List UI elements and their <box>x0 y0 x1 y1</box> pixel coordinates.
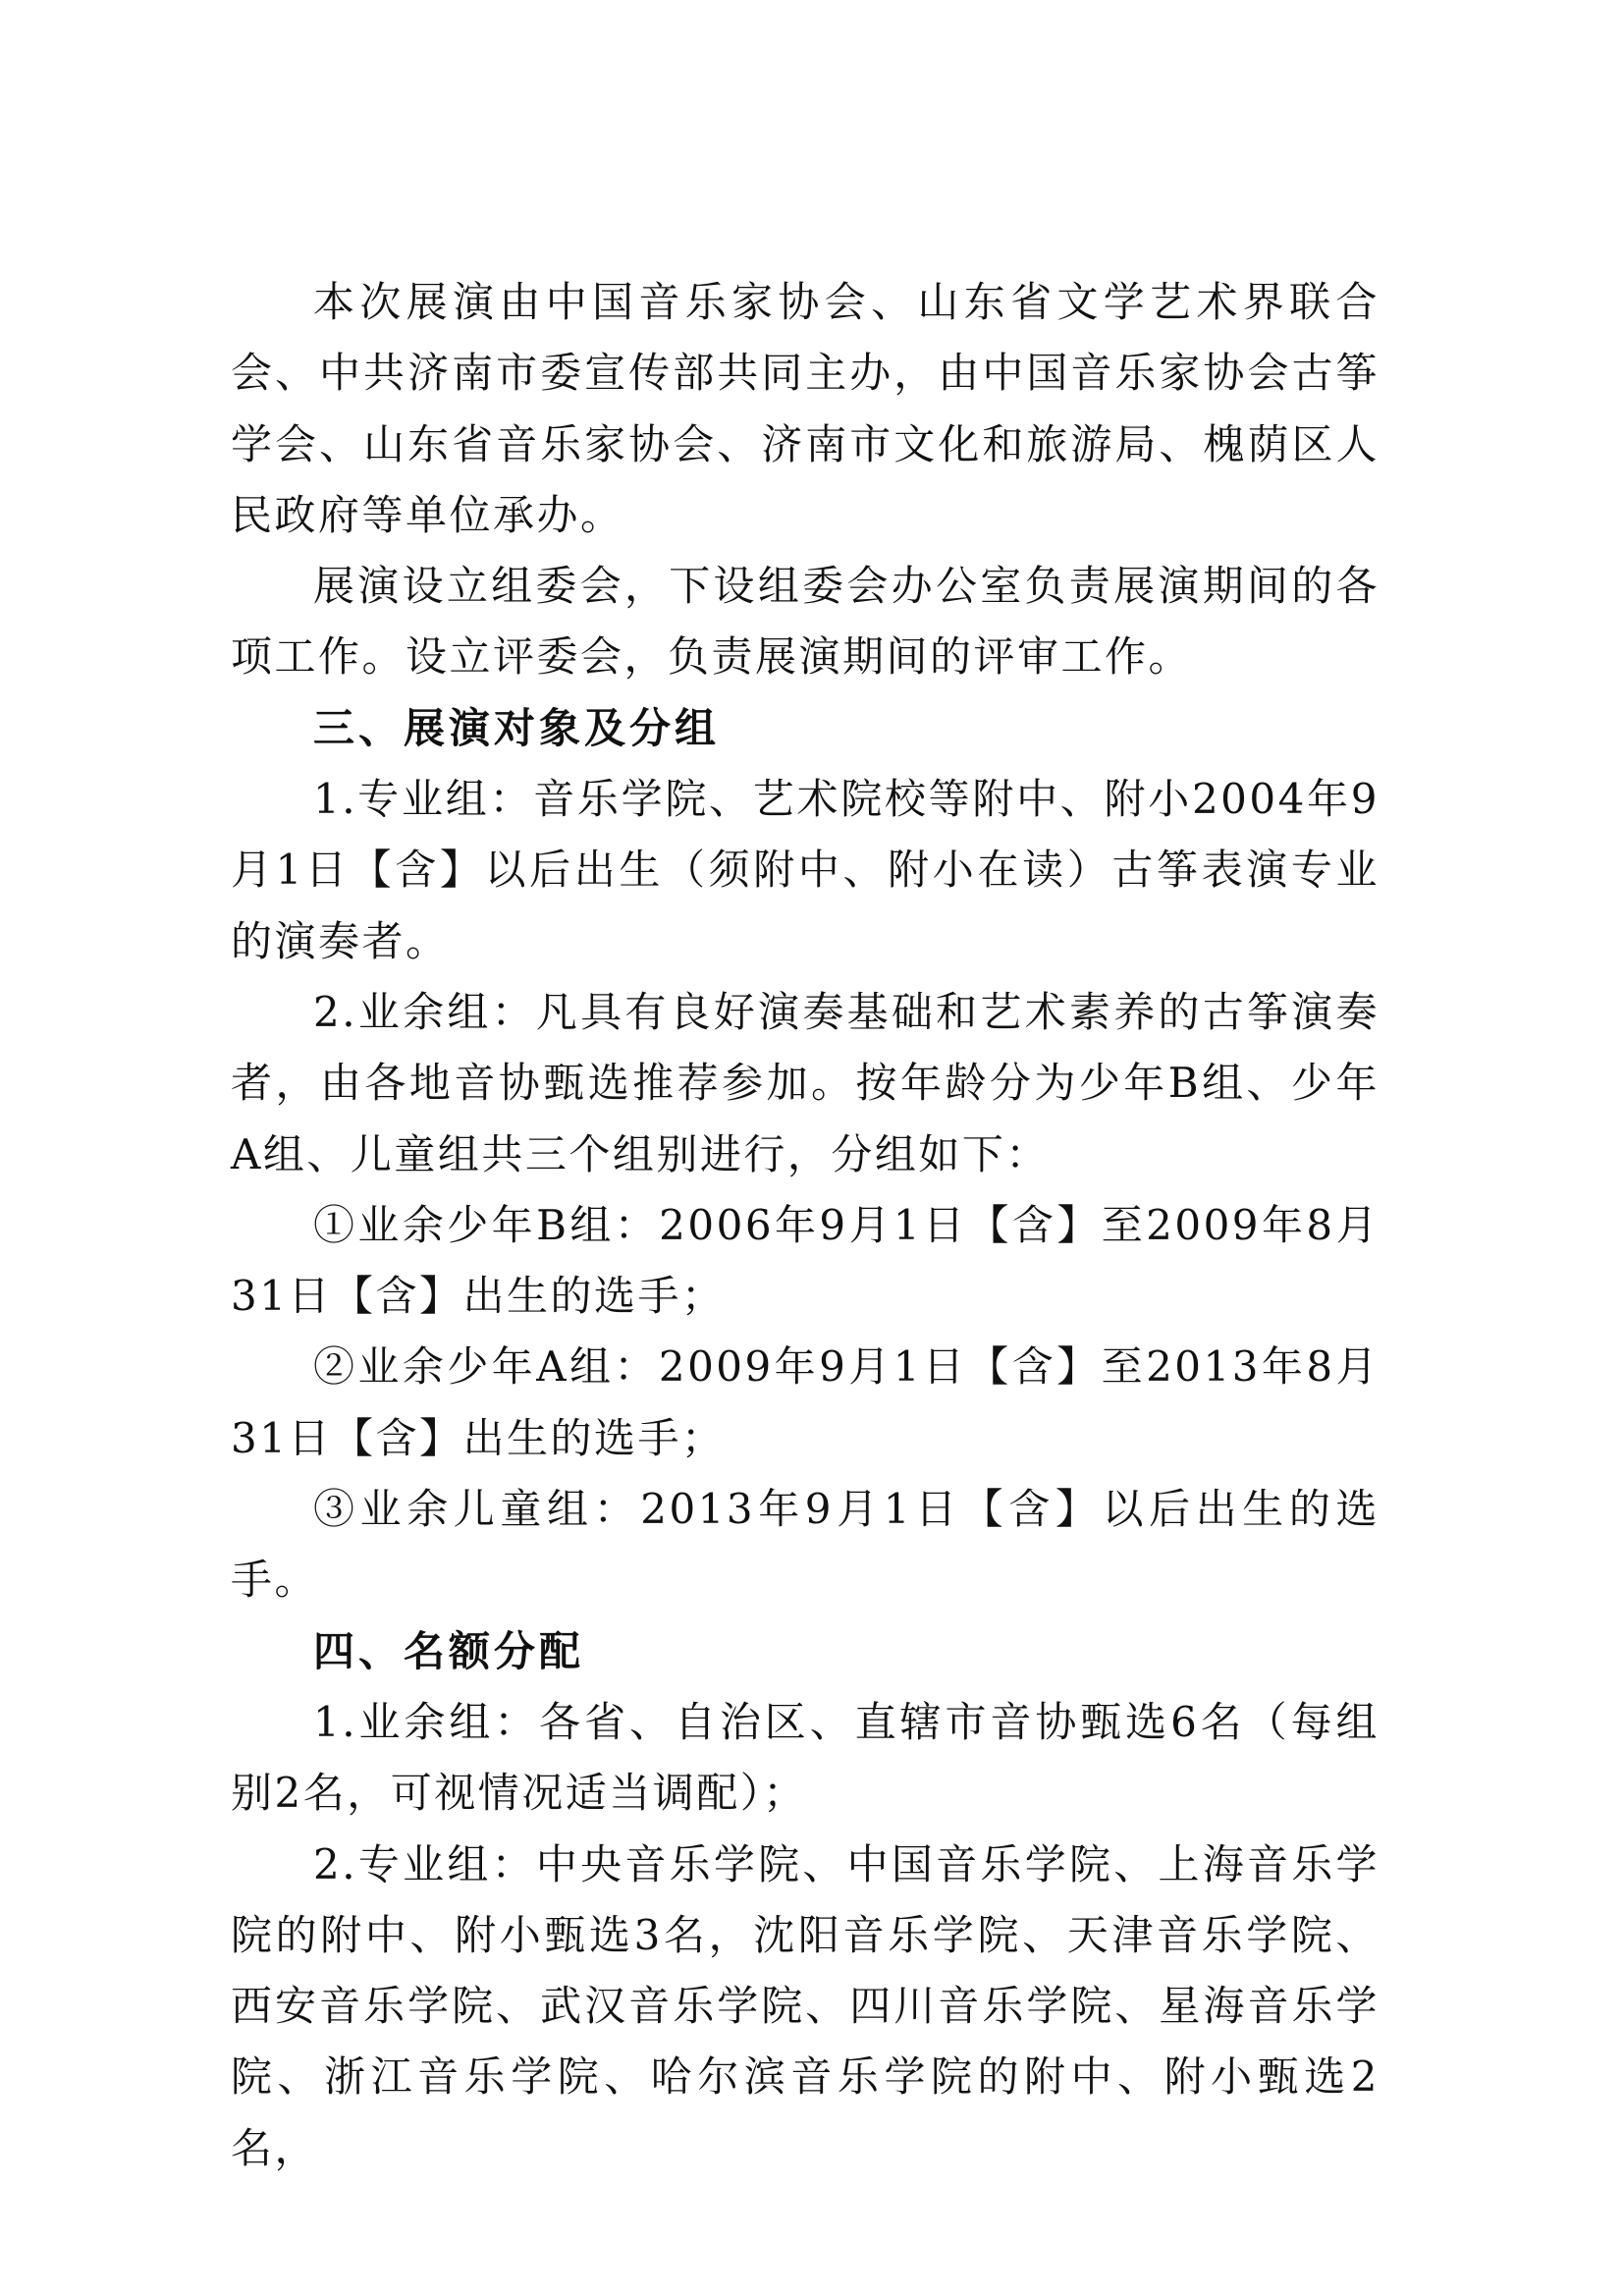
paragraph-committee: 展演设立组委会，下设组委会办公室负责展演期间的各项工作。设立评委会，负责展演期间的评审工作。 <box>231 562 1380 682</box>
paragraph-organizers: 本次展演由中国音乐家协会、山东省文学艺术界联合会、中共济南市委宣传部共同主办，由中国音乐家协会古筝学会、山东省音乐家协会、济南市文化和旅游局、槐荫区人民政府等单位承办。 <box>231 278 1380 539</box>
paragraph-quota-amateur: 1.业余组：各省、自治区、直辖市音协甄选6名（每组别2名，可视情况适当调配）； <box>231 1697 1380 1818</box>
paragraph-professional-group: 1.专业组：音乐学院、艺术院校等附中、附小2004年9月1日【含】以后出生（须附中、附小在读）古筝表演专业的演奏者。 <box>231 775 1380 965</box>
paragraph-amateur-teen-a: ②业余少年A组：2009年9月1日【含】至2013年8月31日【含】出生的选手； <box>231 1342 1380 1462</box>
paragraph-amateur-children: ③业余儿童组：2013年9月1日【含】以后出生的选手。 <box>231 1485 1380 1605</box>
section-heading-quota: 四、名额分配 <box>313 1626 585 1675</box>
paragraph-amateur-teen-b: ①业余少年B组：2006年9月1日【含】至2009年8月31日【含】出生的选手； <box>231 1200 1380 1321</box>
paragraph-quota-professional: 2.专业组：中央音乐学院、中国音乐学院、上海音乐学院的附中、附小甄选3名，沈阳音乐学院、天津音乐学院、西安音乐学院、武汉音乐学院、四川音乐学院、星海音乐学院、浙江音乐学院、哈尔滨音乐学院的附中、附小甄选2名， <box>231 1839 1380 2172</box>
document-body <box>231 267 1380 2184</box>
section-heading-participants: 三、展演对象及分组 <box>313 703 721 752</box>
paragraph-amateur-group: 2.业余组：凡具有良好演奏基础和艺术素养的古筝演奏者，由各地音协甄选推荐参加。按年龄分为少年B组、少年A组、儿童组共三个组别进行，分组如下： <box>231 987 1380 1178</box>
